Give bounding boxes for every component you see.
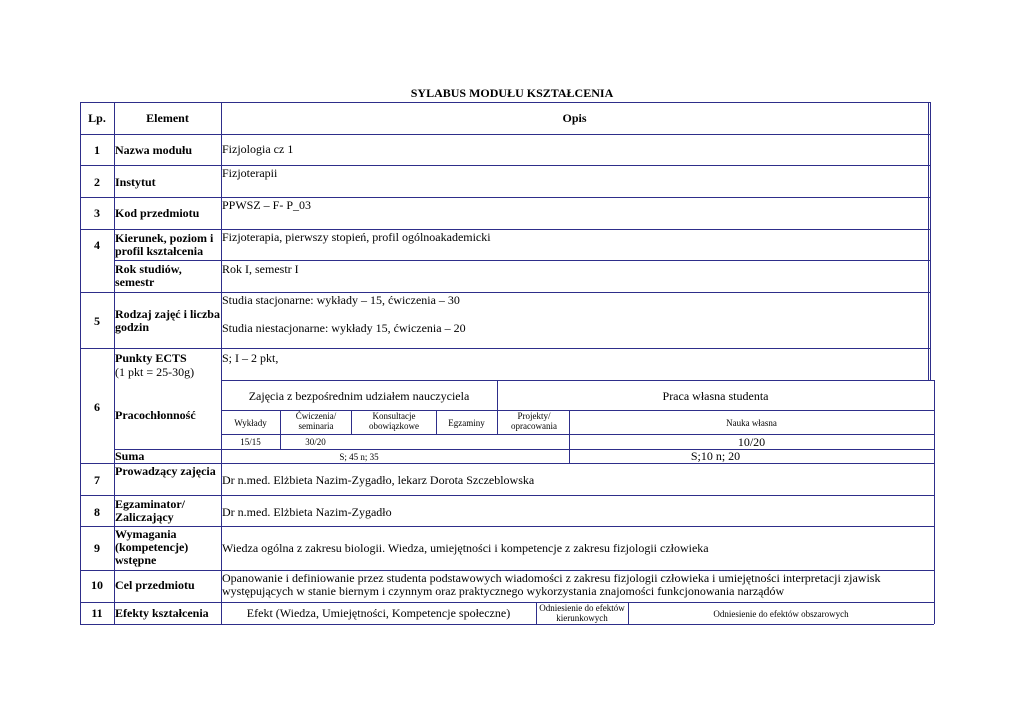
row-5-lp: 5 — [94, 314, 100, 328]
col-konsultacje: Konsultacje obowiązkowe — [369, 411, 419, 431]
row-1-element: Nazwa modułu — [115, 143, 193, 157]
val-cwiczenia: 30/20 — [305, 437, 326, 447]
row-5-opis-stacjonarne: Studia stacjonarne: wykłady – 15, ćwiczenia – 30 — [222, 293, 460, 307]
row-4b-element: Rok studiów, semestr — [115, 262, 182, 289]
val-wyklady: 15/15 — [240, 437, 261, 447]
row-8-element: Egzaminator/ Zaliczający — [115, 497, 185, 524]
ects-value: S; I – 2 pkt, — [222, 351, 279, 365]
row-10-element: Cel przedmiotu — [115, 578, 195, 592]
row-1-lp: 1 — [94, 143, 100, 157]
pracochlonnosc-label: Pracochłonność — [115, 408, 196, 422]
col-nauka-wlasna: Nauka własna — [726, 418, 777, 428]
row-5-element: Rodzaj zajęć i liczba godzin — [115, 307, 220, 334]
row-11-lp: 11 — [91, 606, 103, 620]
suma-label: Suma — [115, 449, 145, 463]
row-10-lp: 10 — [91, 578, 103, 592]
row-2-opis: Fizjoterapii — [222, 166, 278, 180]
ects-note: (1 pkt = 25-30g) — [115, 365, 195, 379]
row-2-element: Instytut — [115, 175, 156, 189]
row-11-kierunkowe: Odniesienie do efektów kierunkowych — [539, 603, 625, 623]
group-nauczyciel: Zajęcia z bezpośrednim udziałem nauczyciela — [248, 389, 470, 403]
row-11-element: Efekty kształcenia — [115, 606, 209, 620]
row-7-element: Prowadzący zajęcia — [115, 464, 216, 478]
row-3-lp: 3 — [94, 206, 100, 220]
col-egzaminy: Egzaminy — [448, 418, 485, 428]
document-title: SYLABUS MODUŁU KSZTAŁCENIA — [410, 86, 614, 100]
row-3-opis: PPWSZ – F- P_03 — [222, 198, 312, 212]
suma-praca-wlasna: S;10 n; 20 — [690, 449, 741, 463]
row-11-efekt: Efekt (Wiedza, Umiejętności, Kompetencje społeczne) — [246, 606, 511, 620]
col-wyklady: Wykłady — [234, 418, 267, 428]
col-cwiczenia: Ćwiczenia/ seminaria — [295, 411, 337, 431]
row-7-opis: Dr n.med. Elżbieta Nazim-Zygadło, lekarz Dorota Szczeblowska — [222, 473, 535, 487]
row-8-lp: 8 — [94, 505, 100, 519]
row-9-opis: Wiedza ogólna z zakresu biologii. Wiedza, umiejętności i kompetencje z zakresu fizjologii człowieka — [222, 541, 709, 555]
col-projekty: Projekty/ opracowania — [511, 411, 557, 431]
row-5-opis-niestacjonarne: Studia niestacjonarne: wykłady 15, ćwiczenia – 20 — [222, 321, 466, 335]
row-9-lp: 9 — [94, 541, 100, 555]
row-8-opis: Dr n.med. Elżbieta Nazim-Zygadło — [222, 505, 392, 519]
row-3-element: Kod przedmiotu — [115, 206, 200, 220]
row-9-element: Wymagania (kompetencje) wstępne — [115, 527, 189, 567]
ects-label: Punkty ECTS — [115, 351, 187, 365]
row-4-lp: 4 — [94, 238, 100, 252]
header-lp: Lp. — [88, 111, 106, 125]
row-4b-opis: Rok I, semestr I — [222, 262, 299, 276]
row-6-lp: 6 — [94, 400, 100, 414]
suma-nauczyciel: S; 45 n; 35 — [339, 452, 379, 462]
header-opis: Opis — [562, 111, 587, 125]
row-11-obszarowe: Odniesienie do efektów obszarowych — [713, 609, 849, 619]
header-element: Element — [146, 111, 189, 125]
row-1-opis: Fizjologia cz 1 — [222, 142, 294, 156]
row-2-lp: 2 — [94, 175, 100, 189]
row-10-opis: Opanowanie i definiowanie przez studenta podstawowych wiadomości z zakresu fizjologii człowieka i umiejętności interpretacji zjawisk występujących w stanie biernym i czynnym oraz praktycznego wykorzystania znajomości funkcjonowania narządów — [222, 571, 881, 598]
row-4-element: Kierunek, poziom i profil kształcenia — [115, 231, 214, 258]
val-nauka-wlasna: 10/20 — [737, 435, 766, 449]
row-7-lp: 7 — [94, 473, 100, 487]
row-4-opis: Fizjoterapia, pierwszy stopień, profil ogólnoakademicki — [222, 230, 491, 244]
group-praca-wlasna: Praca własna studenta — [662, 389, 769, 403]
